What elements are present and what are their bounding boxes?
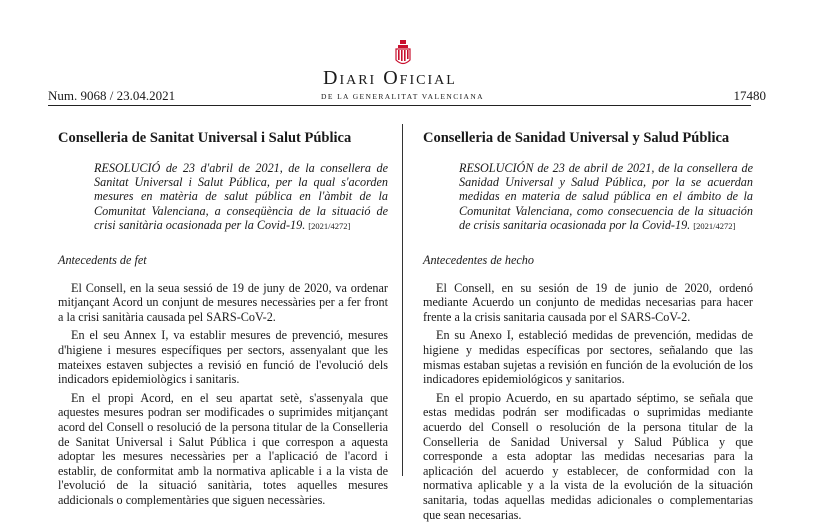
right-antecedents-heading: Antecedentes de hecho	[423, 253, 534, 268]
left-heading: Conselleria de Sanitat Universal i Salut Pública	[58, 130, 352, 146]
left-resolution	[94, 161, 388, 233]
left-paragraph: En el propi Acord, en el seu apartat setè, s'assenyala que aquestes mesures podran ser modificades o suprimides mitjançant acord del Consell o resolució de la persona titular de la Conselleria de Sanitat Universal i Salut Pública i que correspon a aquesta adoptar les mesures necessàries per a l'aplicació de l'acord i establir, de conformitat amb la normativa aplicable i a la vista de l'evolució de la situació sanitària, totes aquelles mesures addicionals o complementàries que siguen necessàries.	[58, 390, 388, 507]
right-paragraph: En el propio Acuerdo, en su apartado séptimo, se señala que estas medidas podrán ser modificadas o suprimidas mediante acuerdo del Consell o resolución de la persona titular de la Conselleria de Sanidad Universal y Salud Pública y que corresponde a esta adoptar las medidas necesarias para la aplicación del acuerdo y establecer, de conformidad con la normativa aplicable y a la vista de la evolución de la situación sanitaria, todas aquellas medidas adicionales o complementarias que sean necesarias.	[423, 390, 753, 522]
left-antecedents-heading: Antecedents de fet	[58, 253, 147, 268]
page-number: 17480	[733, 88, 766, 103]
left-resolution-text: RESOLUCIÓ de 23 d'abril de 2021, de la consellera de Sanitat Universal i Salut Pública, per la qual s'acorden mesures en matèria de salut pública en l'àmbit de la Comunitat Valenciana, a conseqüència de la situació de crisi sanitària ocasionada per la Covid-19.	[94, 161, 388, 232]
column-spanish	[423, 130, 753, 526]
right-resolution-text: RESOLUCIÓN de 23 de abril de 2021, de la consellera de Sanidad Universal y Salud Pública, por la se acuerdan medidas en materia de salud pública en el ámbito de la Comunitat Valenciana, como consecuencia de la situación de crisis sanitaria ocasionada por la Covid-19.	[459, 161, 753, 232]
right-paragraph: El Consell, en su sesión de 19 de junio de 2020, ordenó mediante Acuerdo un conjunto de medidas necesarias para hacer frente a la crisis sanitaria causada por el SARS-CoV-2.	[423, 280, 753, 324]
left-reference: [2021/4272]	[308, 220, 351, 231]
issue-number: Num. 9068 / 23.04.2021	[48, 88, 176, 103]
right-paragraph: En su Anexo I, estableció medidas de prevención, medidas de higiene y medidas específicas por sectores, señalando que las mismas estaban sujetas a revisión en función de la evolución de los indicadores epidemiológicos y sanitarios.	[423, 328, 753, 387]
masthead-subtitle: DE LA GENERALITAT VALENCIANA	[321, 92, 484, 101]
right-reference: [2021/4272]	[693, 220, 736, 231]
column-valencian	[58, 130, 388, 512]
right-heading: Conselleria de Sanidad Universal y Salud Pública	[423, 130, 730, 146]
column-divider	[402, 124, 403, 476]
masthead-title: Diari Oficial	[323, 67, 457, 89]
page-header	[0, 0, 815, 110]
right-resolution	[459, 161, 753, 233]
left-paragraph: En el seu Annex I, va establir mesures de prevenció, mesures d'higiene i mesures específiques per sectors, assenyalant que les mateixes estaven subjectes a revisió en funció de l'evolució dels indicadors epidemiològics i sanitaris.	[58, 328, 388, 387]
generalitat-emblem-icon	[393, 40, 413, 70]
left-paragraph: El Consell, en la seua sessió de 19 de juny de 2020, va ordenar mitjançant Acord un conjunt de mesures necessàries per a fer front a la crisi sanitària causada pel SARS-CoV-2.	[58, 280, 388, 324]
header-rule	[48, 105, 751, 106]
